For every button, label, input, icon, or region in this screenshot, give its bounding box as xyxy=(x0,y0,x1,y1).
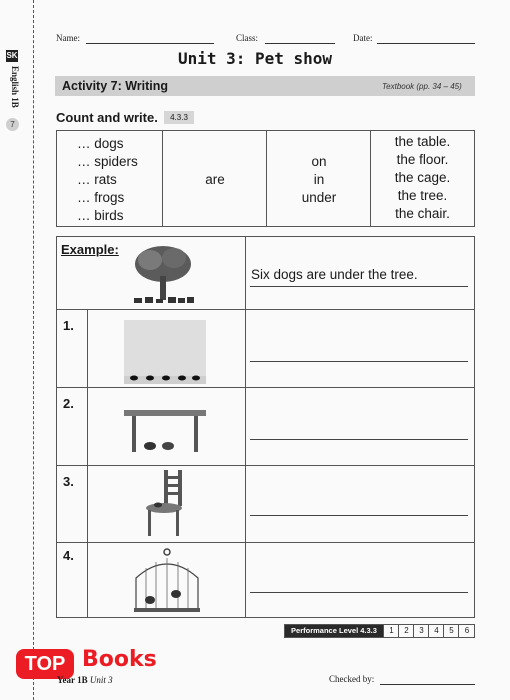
performance-label: Performance Level 4.3.3 xyxy=(285,625,383,637)
item-number: 2. xyxy=(63,396,74,411)
prepositions-column xyxy=(267,131,371,226)
item-number: 3. xyxy=(63,474,74,489)
footer-unit-name: Unit 3 xyxy=(89,675,113,685)
cut-line xyxy=(33,0,34,700)
subject-item: … frogs xyxy=(77,190,125,205)
example-label: Example: xyxy=(61,242,119,257)
performance-level-option[interactable]: 3 xyxy=(413,625,429,637)
answer-line-2[interactable] xyxy=(250,439,468,440)
publisher-logo: SK xyxy=(6,51,18,60)
performance-level-option[interactable]: 2 xyxy=(398,625,414,637)
subject-item: … spiders xyxy=(77,154,138,169)
performance-level-option[interactable]: 5 xyxy=(443,625,459,637)
performance-level-option[interactable]: 4 xyxy=(428,625,444,637)
class-label: Class: xyxy=(236,33,259,43)
word-bank-table xyxy=(56,130,475,227)
footer-unit xyxy=(57,675,113,685)
instruction-label: Count and write. xyxy=(56,110,158,125)
places-column xyxy=(371,131,474,226)
subject-item: … birds xyxy=(77,208,124,223)
place-item: the floor. xyxy=(396,152,449,167)
checked-by-label: Checked by: xyxy=(329,674,375,684)
verb-item: are xyxy=(205,172,225,187)
exercise-table xyxy=(56,236,475,618)
answer-line-3[interactable] xyxy=(250,515,468,516)
date-label: Date: xyxy=(353,33,373,43)
place-item: the chair. xyxy=(395,206,450,221)
subject-item: … rats xyxy=(77,172,117,187)
page-number-badge: 7 xyxy=(6,118,19,131)
answer-line-4[interactable] xyxy=(250,592,468,593)
answer-line-1[interactable] xyxy=(250,361,468,362)
item-number: 4. xyxy=(63,548,74,563)
chair-frogs-illustration xyxy=(142,468,186,538)
date-field[interactable] xyxy=(377,43,475,44)
item-number: 1. xyxy=(63,318,74,333)
example-answer-line xyxy=(250,286,468,287)
footer-year: Year 1B xyxy=(57,675,88,685)
class-field[interactable] xyxy=(265,43,335,44)
performance-level-bar xyxy=(284,624,475,638)
spiders-floor-illustration xyxy=(124,320,206,386)
checked-by-field[interactable] xyxy=(380,684,475,685)
performance-level-option[interactable]: 1 xyxy=(383,625,399,637)
activity-title: Activity 7: Writing xyxy=(62,79,169,93)
verb-column xyxy=(163,131,267,226)
textbook-reference: Textbook (pp. 34 – 45) xyxy=(382,82,462,91)
standard-code-badge: 4.3.3 xyxy=(164,111,194,124)
book-title-vertical: English 1B xyxy=(10,66,20,108)
preposition-item: on xyxy=(311,154,327,169)
example-sentence: Six dogs are under the tree. xyxy=(251,267,418,282)
preposition-item: under xyxy=(301,190,337,205)
place-item: the tree. xyxy=(397,188,448,203)
name-field[interactable] xyxy=(86,43,214,44)
topbooks-logo-top: TOP xyxy=(16,649,74,679)
page-title: Unit 3: Pet show xyxy=(177,49,333,68)
tree-dogs-illustration xyxy=(130,242,196,308)
table-rats-illustration xyxy=(120,404,210,454)
performance-level-option[interactable]: 6 xyxy=(458,625,475,637)
topbooks-logo-books: Books xyxy=(82,647,157,672)
birdcage-illustration xyxy=(132,548,202,614)
place-item: the cage. xyxy=(394,170,451,185)
name-label: Name: xyxy=(56,33,80,43)
subject-item: … dogs xyxy=(77,136,124,151)
subjects-column xyxy=(57,131,163,226)
preposition-item: in xyxy=(313,172,325,187)
place-item: the table. xyxy=(394,134,451,149)
